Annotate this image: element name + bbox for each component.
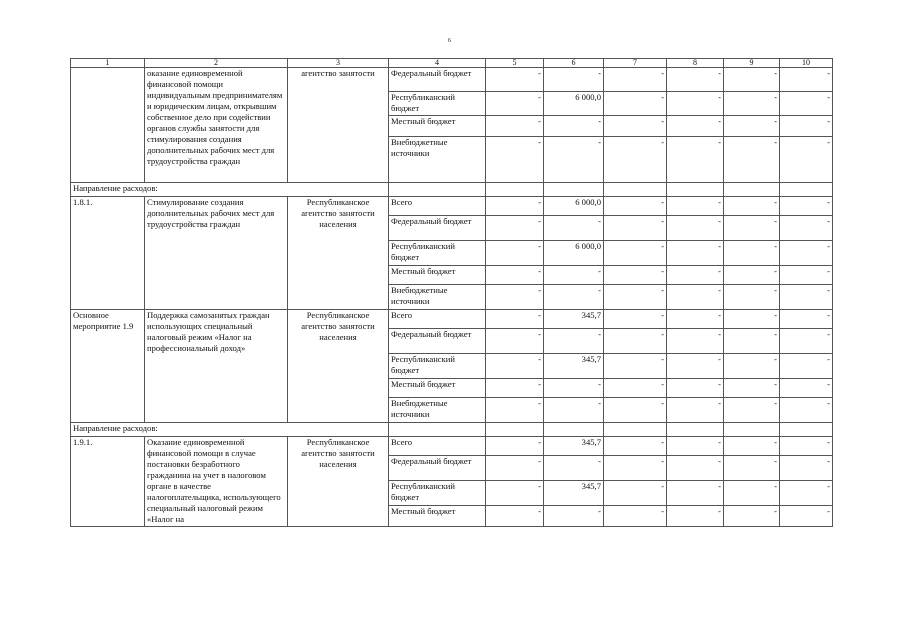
amount-cell: - — [486, 437, 544, 456]
amount-cell: - — [604, 285, 667, 310]
direction-label: Направление расходов: — [71, 183, 389, 197]
direction-row — [71, 183, 833, 197]
measure-code — [71, 68, 145, 183]
page-number: 6 — [448, 38, 451, 44]
amount-cell: - — [544, 398, 604, 423]
amount-cell: - — [486, 456, 544, 481]
amount-cell: - — [667, 137, 724, 183]
amount-cell: - — [780, 354, 833, 379]
amount-cell: - — [544, 329, 604, 354]
amount-cell: - — [667, 285, 724, 310]
amount-cell: - — [604, 116, 667, 137]
amount-cell: - — [667, 456, 724, 481]
amount-cell: - — [667, 506, 724, 527]
amount-cell: - — [667, 329, 724, 354]
empty-cell — [604, 183, 667, 197]
amount-cell: - — [780, 379, 833, 398]
column-number: 6 — [544, 59, 604, 68]
executor: Республиканское агентство занятости населения — [288, 310, 389, 423]
empty-cell — [486, 183, 544, 197]
amount-cell: - — [724, 266, 780, 285]
amount-cell: - — [486, 116, 544, 137]
amount-cell: - — [604, 506, 667, 527]
column-number: 3 — [288, 59, 389, 68]
amount-cell: - — [780, 398, 833, 423]
empty-cell — [486, 423, 544, 437]
empty-cell — [544, 423, 604, 437]
amount-cell: - — [724, 116, 780, 137]
amount-cell: - — [724, 137, 780, 183]
amount-cell: - — [780, 197, 833, 216]
amount-cell: - — [604, 329, 667, 354]
funding-source: Республиканский бюджет — [389, 92, 486, 116]
amount-cell: - — [780, 92, 833, 116]
amount-cell: - — [486, 329, 544, 354]
measure-name: Стимулирование создания дополнительных рабочих мест для трудоустройства граждан — [145, 197, 288, 310]
amount-cell: - — [780, 137, 833, 183]
funding-source: Федеральный бюджет — [389, 68, 486, 92]
funding-source: Всего — [389, 437, 486, 456]
amount-cell: - — [486, 241, 544, 266]
amount-cell: - — [780, 241, 833, 266]
amount-cell: - — [667, 481, 724, 506]
empty-cell — [667, 423, 724, 437]
column-number: 10 — [780, 59, 833, 68]
amount-cell: - — [780, 216, 833, 241]
amount-cell: 345,7 — [544, 437, 604, 456]
amount-cell: - — [724, 398, 780, 423]
amount-cell: - — [604, 398, 667, 423]
amount-cell: - — [604, 310, 667, 329]
measure-code: Основное мероприятие 1.9 — [71, 310, 145, 423]
amount-cell: - — [604, 266, 667, 285]
amount-cell: - — [486, 481, 544, 506]
amount-cell: - — [486, 266, 544, 285]
empty-cell — [604, 423, 667, 437]
amount-cell: - — [724, 285, 780, 310]
amount-cell: - — [724, 354, 780, 379]
empty-cell — [724, 423, 780, 437]
funding-source: Местный бюджет — [389, 266, 486, 285]
amount-cell: - — [544, 137, 604, 183]
amount-cell: - — [486, 398, 544, 423]
amount-cell: - — [544, 456, 604, 481]
column-number-row — [71, 59, 833, 68]
funding-source: Местный бюджет — [389, 116, 486, 137]
measure-name: Оказание единовременной финансовой помощи в случае постановки безработного гражданина на учет в налоговом органе в качестве налогоплательщика, использующего специальный налоговый режим «Налог на — [145, 437, 288, 527]
amount-cell: - — [604, 354, 667, 379]
column-number: 8 — [667, 59, 724, 68]
column-number: 4 — [389, 59, 486, 68]
table-row — [71, 68, 833, 92]
amount-cell: - — [724, 437, 780, 456]
budget-table — [70, 58, 833, 527]
funding-source: Республиканский бюджет — [389, 241, 486, 266]
funding-source: Внебюджетные источники — [389, 285, 486, 310]
funding-source: Федеральный бюджет — [389, 216, 486, 241]
amount-cell: - — [667, 68, 724, 92]
amount-cell: - — [604, 241, 667, 266]
amount-cell: 345,7 — [544, 310, 604, 329]
amount-cell: - — [780, 506, 833, 527]
empty-cell — [780, 183, 833, 197]
column-number: 9 — [724, 59, 780, 68]
measure-code: 1.8.1. — [71, 197, 145, 310]
column-number: 1 — [71, 59, 145, 68]
amount-cell: - — [667, 398, 724, 423]
amount-cell: - — [604, 456, 667, 481]
amount-cell: - — [604, 197, 667, 216]
measure-name: Поддержка самозанятых граждан использующих специальный налоговый режим «Налог на профессиональный доход» — [145, 310, 288, 423]
funding-source: Республиканский бюджет — [389, 481, 486, 506]
amount-cell: - — [780, 266, 833, 285]
amount-cell: - — [486, 506, 544, 527]
amount-cell: - — [486, 92, 544, 116]
empty-cell — [667, 183, 724, 197]
table-row — [71, 310, 833, 329]
amount-cell: - — [724, 92, 780, 116]
funding-source: Местный бюджет — [389, 379, 486, 398]
funding-source: Федеральный бюджет — [389, 456, 486, 481]
empty-cell — [389, 183, 486, 197]
amount-cell: - — [667, 437, 724, 456]
amount-cell: - — [667, 379, 724, 398]
amount-cell: - — [544, 68, 604, 92]
amount-cell: - — [780, 481, 833, 506]
amount-cell: - — [604, 481, 667, 506]
measure-code: 1.9.1. — [71, 437, 145, 527]
amount-cell: - — [780, 329, 833, 354]
amount-cell: - — [544, 379, 604, 398]
funding-source: Федеральный бюджет — [389, 329, 486, 354]
column-number: 5 — [486, 59, 544, 68]
amount-cell: - — [544, 266, 604, 285]
amount-cell: - — [486, 310, 544, 329]
amount-cell: - — [544, 506, 604, 527]
amount-cell: - — [667, 310, 724, 329]
amount-cell: - — [604, 68, 667, 92]
executor: Республиканское агентство занятости населения — [288, 197, 389, 310]
amount-cell: - — [604, 92, 667, 116]
amount-cell: - — [780, 310, 833, 329]
amount-cell: - — [780, 68, 833, 92]
amount-cell: - — [724, 456, 780, 481]
amount-cell: - — [604, 137, 667, 183]
funding-source: Всего — [389, 197, 486, 216]
amount-cell: - — [780, 456, 833, 481]
amount-cell: - — [667, 266, 724, 285]
amount-cell: - — [780, 437, 833, 456]
amount-cell: - — [724, 197, 780, 216]
amount-cell: - — [544, 116, 604, 137]
amount-cell: - — [604, 379, 667, 398]
funding-source: Внебюджетные источники — [389, 398, 486, 423]
amount-cell: - — [486, 197, 544, 216]
empty-cell — [389, 423, 486, 437]
empty-cell — [724, 183, 780, 197]
amount-cell: - — [604, 437, 667, 456]
column-number: 2 — [145, 59, 288, 68]
amount-cell: - — [667, 216, 724, 241]
amount-cell: - — [667, 354, 724, 379]
direction-label: Направление расходов: — [71, 423, 389, 437]
funding-source: Всего — [389, 310, 486, 329]
amount-cell: - — [724, 329, 780, 354]
amount-cell: - — [724, 241, 780, 266]
amount-cell: - — [486, 68, 544, 92]
amount-cell: - — [724, 506, 780, 527]
amount-cell: - — [667, 116, 724, 137]
funding-source: Местный бюджет — [389, 506, 486, 527]
amount-cell: - — [724, 379, 780, 398]
amount-cell: 345,7 — [544, 354, 604, 379]
funding-source: Республиканский бюджет — [389, 354, 486, 379]
amount-cell: - — [780, 285, 833, 310]
executor: агентство занятости — [288, 68, 389, 183]
amount-cell: - — [604, 216, 667, 241]
measure-name: оказание единовременной финансовой помощи индивидуальным предпринимателям и юридическим лицам, открывшим собственное дело при содействии органов службы занятости для стимулирования создания дополнительных рабочих мест для трудоустройства граждан — [145, 68, 288, 183]
table-row — [71, 197, 833, 216]
amount-cell: - — [486, 285, 544, 310]
amount-cell: - — [724, 68, 780, 92]
amount-cell: - — [486, 379, 544, 398]
executor: Республиканское агентство занятости населения — [288, 437, 389, 527]
amount-cell: - — [724, 310, 780, 329]
direction-row — [71, 423, 833, 437]
amount-cell: - — [667, 197, 724, 216]
amount-cell: - — [544, 216, 604, 241]
amount-cell: - — [544, 285, 604, 310]
amount-cell: - — [724, 481, 780, 506]
amount-cell: - — [780, 116, 833, 137]
amount-cell: - — [724, 216, 780, 241]
amount-cell: 345,7 — [544, 481, 604, 506]
amount-cell: 6 000,0 — [544, 241, 604, 266]
amount-cell: - — [486, 216, 544, 241]
column-number: 7 — [604, 59, 667, 68]
amount-cell: - — [667, 92, 724, 116]
amount-cell: - — [667, 241, 724, 266]
amount-cell: 6 000,0 — [544, 92, 604, 116]
amount-cell: - — [486, 137, 544, 183]
table-row — [71, 437, 833, 456]
amount-cell: 6 000,0 — [544, 197, 604, 216]
funding-source: Внебюджетные источники — [389, 137, 486, 183]
amount-cell: - — [486, 354, 544, 379]
empty-cell — [780, 423, 833, 437]
empty-cell — [544, 183, 604, 197]
